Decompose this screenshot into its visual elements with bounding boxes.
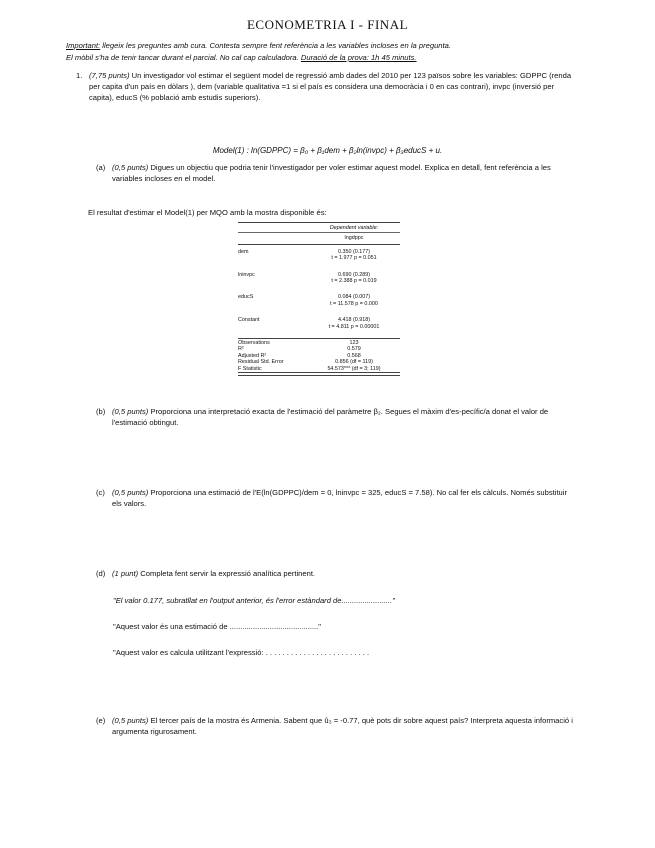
part-d-line-1: "El valor 0.177, subratllat en l'output anterior, és l'error estàndard de........................" xyxy=(113,596,395,605)
part-d-points: (1 punt) xyxy=(112,569,139,578)
part-b-points: (0,5 punts) xyxy=(112,407,149,416)
question-intro: Un investigador vol estimar el següent model de regressió amb dades del 2010 per 123 països sobre les variables: GDPPC (renda per capita d'un país en dòlars ), dem (variable qualitativa =1 si el país es considera una democràcia i 0 en cas contrari), invpc (inversió per capita), educS (% població amb estudis superiors). xyxy=(89,71,572,102)
part-d xyxy=(96,568,576,579)
part-c-label: (c) xyxy=(96,488,105,497)
duration-note: Duració de la prova: 1h 45 minuts. xyxy=(300,53,417,62)
table-row: Constant 4.418 (0.918) xyxy=(238,317,371,324)
table-row: Adjusted R² 0.568 xyxy=(238,352,361,359)
part-a xyxy=(96,162,576,184)
table-row: t = 4.811 p = 0.00001 xyxy=(328,323,380,330)
part-b-label: (b) xyxy=(96,407,106,416)
question-number: 1. xyxy=(76,71,83,80)
table-row: educS 0.084 (0.007) xyxy=(238,294,371,301)
part-a-points: (0,5 punts) xyxy=(112,163,149,172)
part-d-line-3: "Aquest valor es calcula utilitzant l'expressió: . . . . . . . . . . . . . . . . . . . . . . . . . xyxy=(113,648,370,657)
table-row: t = 1.977 p = 0.051 xyxy=(331,255,377,262)
question-points: (7,75 punts) xyxy=(89,71,130,80)
part-b xyxy=(96,406,576,428)
table-row: t = 2.388 p = 0.019 xyxy=(331,278,377,285)
part-b-text: Proporciona una interpretació exacta de l'estimació del paràmetre β₂. Segues el màxim d'es-pecífic/a donat el valor de l'estimació obtingut. xyxy=(112,407,549,427)
table-row: dem 0.350 (0.177) xyxy=(238,248,371,255)
instructions-label: Important: xyxy=(66,41,101,50)
table-row: t = 11.578 p = 0.000 xyxy=(330,300,378,307)
part-a-label: (a) xyxy=(96,163,106,172)
part-e-text: El tercer país de la mostra és Armenia. Sabent que û₃ = -0.77, què pots dir sobre aquest país? Interpreta aquesta informació i argumenta rigurosament. xyxy=(112,716,573,736)
table-row: lninvpc 0.690 (0.289) xyxy=(238,271,371,278)
table-row: Residual Std. Error 0.856 (df = 119) xyxy=(238,359,373,366)
instructions xyxy=(66,40,578,64)
part-a-text: Digues un objectiu que podria tenir l'investigador per voler estimar aquest model. Explica en detall, fent referència a les variables incloses en el model. xyxy=(112,163,551,183)
instructions-line1: llegeix les preguntes amb cura. Contesta sempre fent referència a les variables incloses en la pregunta. xyxy=(100,41,451,50)
part-e-label: (e) xyxy=(96,716,106,725)
page-title: ECONOMETRIA I - FINAL xyxy=(246,17,409,32)
result-intro: El resultat d'estimar el Model(1) per MQO amb la mostra disponible és: xyxy=(88,208,327,217)
instructions-line2: El mòbil s'ha de tenir tancar durant el parcial. No cal cap calculadora. xyxy=(66,53,299,62)
part-c xyxy=(96,487,576,509)
part-c-points: (0,5 punts) xyxy=(112,488,149,497)
part-c-text: Proporciona una estimació de l'E(ln(GDPPC)/dem = 0, lninvpc = 325, educS = 7.58). No cal fer els càlculs. Només substituir els valors. xyxy=(112,488,567,508)
part-e xyxy=(96,715,576,737)
model-equation: Model(1) : ln(GDPPC) = β₀ + β₁dem + β₂ln(invpc) + β₃educS + u. xyxy=(212,146,443,155)
table-row: F Statistic 54.573*** (df = 3; 119) xyxy=(238,365,381,372)
regression-table xyxy=(238,222,400,376)
question-1 xyxy=(76,70,576,103)
part-d-label: (d) xyxy=(96,569,106,578)
dependent-variable-header: Dependent variable: xyxy=(329,225,379,231)
part-d-text: Completa fent servir la expressió analítica pertinent. xyxy=(140,569,316,578)
part-e-points: (0,5 punts) xyxy=(112,716,149,725)
part-d-line-2: "Aquest valor és una estimació de .........................................." xyxy=(113,622,321,631)
dependent-variable: lngdppc xyxy=(344,235,364,242)
table-row: Observations 123 xyxy=(238,340,359,347)
table-row: R² 0.579 xyxy=(238,346,361,353)
